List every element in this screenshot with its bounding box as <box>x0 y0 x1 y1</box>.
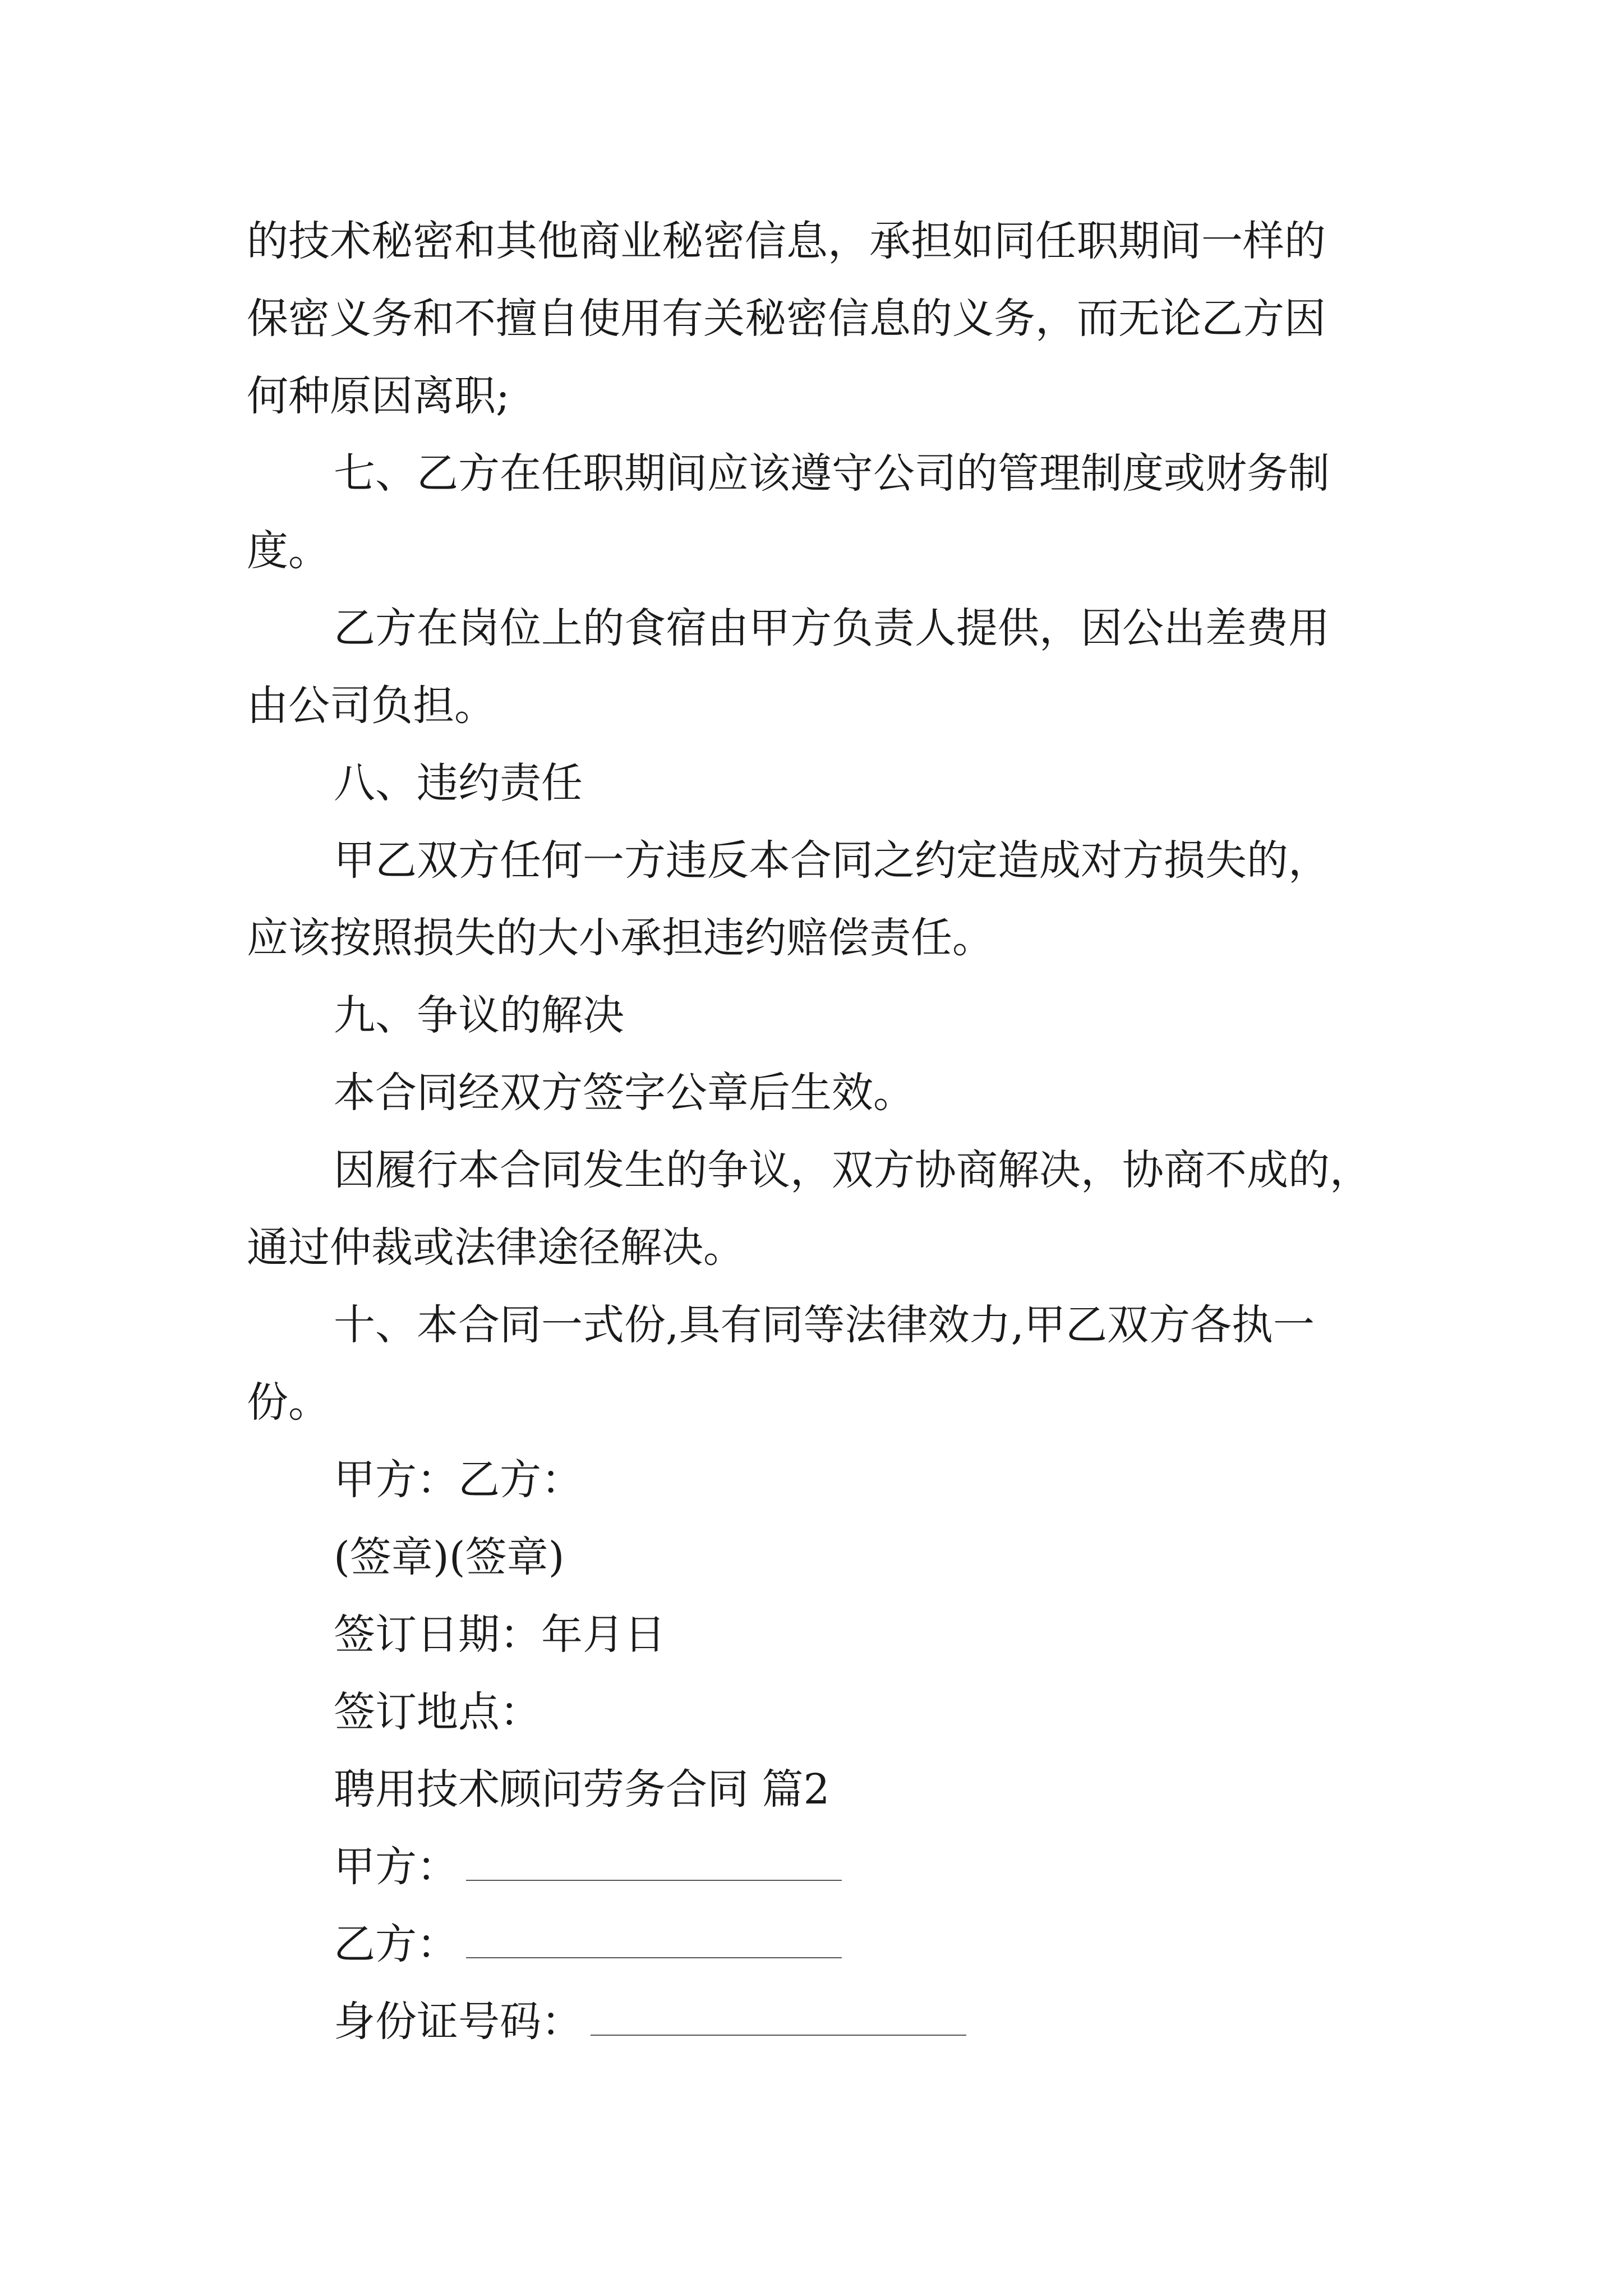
paragraph-line: 七、乙方在任职期间应该遵守公司的管理制度或财务制 <box>334 449 1330 498</box>
paragraph-line: 的技术秘密和其他商业秘密信息，承担如同任职期间一样的 <box>247 217 1326 265</box>
section-heading: 八、违约责任 <box>334 759 583 807</box>
id-number-blank <box>591 1994 966 2036</box>
signing-place-line: 签订地点： <box>334 1688 541 1736</box>
contract-title: 聘用技术顾问劳务合同 篇2 <box>334 1765 830 1814</box>
section-heading: 九、争议的解决 <box>334 991 624 1039</box>
party-b-field <box>334 1916 842 1972</box>
party-a-blank <box>466 1839 842 1881</box>
party-a-field <box>334 1839 842 1895</box>
signature-seal-line: (签章)(签章) <box>334 1533 565 1581</box>
paragraph-line: 因履行本合同发生的争议，双方协商解决，协商不成的， <box>334 1146 1371 1194</box>
paragraph-line: 度。 <box>247 527 330 575</box>
paragraph-line: 保密义务和不擅自使用有关秘密信息的义务，而无论乙方因 <box>247 295 1326 343</box>
paragraph-line: 本合同经双方签字公章后生效。 <box>334 1069 915 1117</box>
paragraph-line: 由公司负担。 <box>247 682 496 730</box>
id-number-label: 身份证号码： <box>334 1998 583 2046</box>
paragraph-line: 十、本合同一式份,具有同等法律效力,甲乙双方各执一 <box>334 1301 1315 1349</box>
signing-date-line: 签订日期：年月日 <box>334 1611 666 1659</box>
party-a-label: 甲方： <box>334 1843 458 1891</box>
paragraph-line: 甲乙双方任何一方违反本合同之约定造成对方损失的， <box>334 836 1330 885</box>
paragraph-line: 通过仲裁或法律途径解决。 <box>247 1223 745 1272</box>
party-b-label: 乙方： <box>334 1920 458 1968</box>
paragraph-line: 何种原因离职; <box>247 372 510 420</box>
party-b-blank <box>466 1917 842 1958</box>
paragraph-line: 份。 <box>247 1378 330 1427</box>
id-number-field <box>334 1994 966 2050</box>
signature-parties-line: 甲方：乙方： <box>334 1456 583 1504</box>
paragraph-line: 应该按照损失的大小承担违约赔偿责任。 <box>247 914 994 962</box>
paragraph-line: 乙方在岗位上的食宿由甲方负责人提供，因公出差费用 <box>334 604 1330 652</box>
